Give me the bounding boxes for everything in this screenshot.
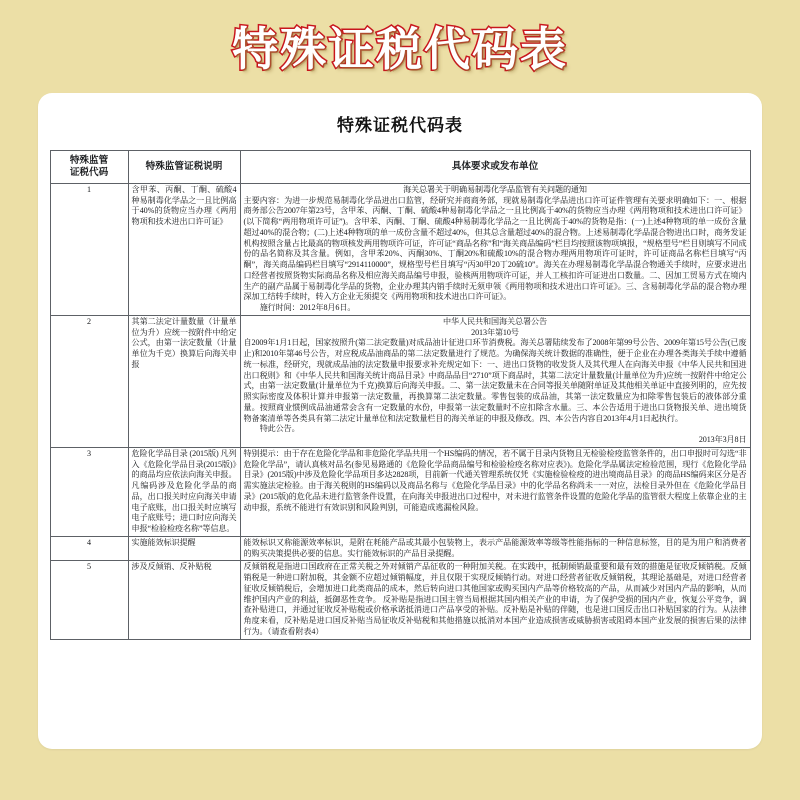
column-header-detail: 具体要求或发布单位 — [240, 151, 750, 184]
special-tax-code-table — [50, 150, 751, 640]
cell-detail — [240, 183, 750, 315]
table-row — [50, 447, 750, 536]
cell-detail — [240, 315, 750, 447]
document-card — [38, 93, 762, 749]
detail-body: 自2009年1月1日起，国家按照升(第二法定数量)对成品油计征进口环节消费税。海关总署陆续发布了2008年第99号公告、2009年第15号公告(已废止)和2010年第46号公告，对应税成品油商品的第二法定数量进行了规范。为确保海关统计数据的准确性，便于企业在办理各类海关手续中遵循统一标准，经研究，现就成品油的法定数量申报要求补充规定如下：一、进出口货物的收发货人及其代理人在向海关申报《中华人民共和国进出口税则》和《中华人民共和国海关统计商品目录》中商品品目“2710”项下商品时，其第二法定计量数量(计量单位为升)应统一按附件中给定公式，由第一法定数量(计量单位为千克)换算后向海关申报。二、第一法定数量未在合同等报关单随附单证及其他相关单证中直接列明的，应先按照实际密度及体积计算并申报第一法定数量，再换算第二法定数量。零售包装的成品油，其第一法定数量应为扣除零售包装后的液体部分重量。按照商业惯例成品油通常会含有一定数量的水份，申报第一法定数量时不应扣除含水量。三、本公告适用于进出口货物报关单、进出境货物备案清单等各类具有第二法定计量单位和法定数量栏目的海关单证的申报及修改。四、本公告内容自2013年4月1日起执行。 — [243, 338, 747, 423]
table-head — [50, 151, 750, 184]
detail-subtitle: 2013年第10号 — [471, 327, 519, 337]
cell-code: 2 — [50, 315, 128, 447]
detail-footer: 施行时间：2012年8月6日。 — [259, 303, 356, 313]
column-header-code — [50, 151, 128, 184]
detail-body: 主要内容：为进一步规范易制毒化学品进出口监管，经研究并商商务部，现就易制毒化学品进出口许可证件管理有关要求明确如下：一、根据商务部公告2007年第23号，含甲苯、丙酮、丁酮、硫酸4种易制毒化学品之一且比例高于40%的货物应当办理《两用物项和技术进出口许可证》(以下简称“两用物项许可证”)。含甲苯、丙酮、丁酮、硫酸4种易制毒化学品之一且比例高于40%的货物是指：(一)上述4种物项的单一成份含量超过40%的混合物；(二)上述4种物项的单一成份含量不超过40%，但其总含量超过40%的混合物。上述易制毒化学品混合物进出口时，商务发证机构按照含量占比最高的物项核发两用物项许可证，许可证“商品名称”和“海关商品编码”栏目均按照该物项填报，“规格型号”栏目则填写不同成份的品名简称及其含量。例如，含甲苯20%、丙酮30%、丁酮20%和硫酸10%的混合物办理两用物项许可证时，许可证商品名称栏目填写“丙酮”，海关商品编码栏目填写“2914110000”，规格型号栏目填写“丙30甲20丁20硫10”。海关在办理易制毒化学品混合物通关手续时，应要求进出口经营者按照货物实际商品名称及相应海关商品编号申报，验核两用物项许可证，并人工核扣许可证进出口数量。二、因加工贸易方式在境内生产的副产品属于易制毒化学品的货物，企业办理其内销手续时无须申领《两用物项和技术进出口许可证》。三、含易制毒化学品的混合物办理深加工结转手续时，转入方企业无须提交《两用物项和技术进出口许可证》。 — [243, 195, 747, 302]
cell-detail: 能效标识又称能源效率标识，是附在耗能产品或其最小包装物上，表示产品能源效率等级等性能指标的一种信息标签，目的是为用户和消费者的购买决策提供必要的信息。实行能效标识的产品目录提醒。 — [240, 536, 750, 561]
banner-header — [0, 0, 800, 92]
table-body — [50, 183, 750, 639]
table-row — [50, 561, 750, 639]
column-header-code-line1: 特殊监管 — [69, 155, 109, 166]
column-header-code-line2: 证税代码 — [69, 166, 109, 178]
table-row — [50, 183, 750, 315]
cell-description: 含甲苯、丙酮、丁酮、硫酸4种易制毒化学品之一且比例高于40%的货物应当办理《两用物项和技术进出口许可证》 — [128, 183, 240, 315]
cell-code: 1 — [50, 183, 128, 315]
column-header-description: 特殊监管证税说明 — [128, 151, 240, 184]
table-row — [50, 536, 750, 561]
detail-date: 2013年3月8日 — [698, 435, 747, 445]
cell-description: 实施能效标识提醒 — [128, 536, 240, 561]
cell-code: 5 — [50, 561, 128, 639]
cell-code: 4 — [50, 536, 128, 561]
detail-title: 海关总署关于明确易制毒化学品监管有关问题的通知 — [403, 184, 587, 194]
table-row — [50, 315, 750, 447]
detail-title: 中华人民共和国海关总署公告 — [443, 316, 547, 326]
cell-description: 其第二法定计量数量（计量单位为升）应统一按附件中给定公式，由第一法定数量（计量单位为千克）换算后向海关申报 — [128, 315, 240, 447]
page-title: 特殊证税代码表 — [337, 116, 463, 135]
table-header-row — [50, 151, 750, 184]
detail-note: 特此公告。 — [259, 424, 300, 434]
cell-detail: 特别提示：由于存在危险化学品和非危险化学品共用一个HS编码的情况，若不属于目录内货物且无检验检疫监管条件的，出口申报时可勾选“非危险化学品”，请认真核对品名(参见易路通的《危险化学品商品编号和检验检疫名称对应表》)。危险化学品属法定检验范围，现行《危险化学品目录》(2015版)中涉及危险化学品项目多达2828项，目前新一代通关管理系统仅凭《实施检验检疫的进出境商品目录》的商品HS编码来区分是否需实施法定检验。由于海关税则的HS编码以及商品名称与《危险化学品目录》中的化学品名称尚未一一对应，法检目录外但在《危险化学品目录》(2015版)的危化品未进行监管条件设置，在向海关申报进出口过程中，对未进行监管条件设置的危险化学品的监管很大程度上依靠企业的主动申报，系统不能进行有效识别和风险判别，可能造成逃漏检风险。 — [240, 447, 750, 536]
cell-code: 3 — [50, 447, 128, 536]
cell-description: 涉及反倾销、反补贴税 — [128, 561, 240, 639]
cell-description: 危险化学品目录 (2015版) 凡列入《危险化学品目录(2015版)》的商品均应依法向海关申报。凡编码涉及危险化学品的商品，出口报关时应向海关申请电子底账，出口报关时应填写电子底账号；进口时应向海关申报“检验检疫名称”等信息。 — [128, 447, 240, 536]
cell-detail: 反倾销税是指进口国政府在正常关税之外对倾销产品征收的一种附加关税。在实践中，抵制倾销最重要和最有效的措施是征收反倾销税。反倾销税是一种进口附加税，其金额不应超过倾销幅度，并且仅限于实现反倾销行动。对进口经营者征收反倾销税，其理论基础是，对进口经营者征收反倾销税后，会增加进口此类商品的成本，然后转向进口其他国家或购买国内产品等价格较高的产品，从而减少对国内产品的影响，从而维护国内产业的利益，抵御恶性竞争。 反补贴是指进口国主管当局根据其国内相关产业的申请，为了保护受损的国内产业，恢复公平竞争，调查补贴进口，并通过征收反补贴税或价格承诺抵消进口产品享受的补贴。反补贴是补贴的伴随，也是进口国反击出口补贴国家的行为。从法律角度来看，反补贴是进口国反补贴当局征收反补贴税和其他措施以抵消对本国产业造成损害或威胁损害或阻碍本国产业发展的损害后果的法律行为。（请查看附表4） — [240, 561, 750, 639]
banner-title: 特殊证税代码表 — [232, 22, 568, 76]
